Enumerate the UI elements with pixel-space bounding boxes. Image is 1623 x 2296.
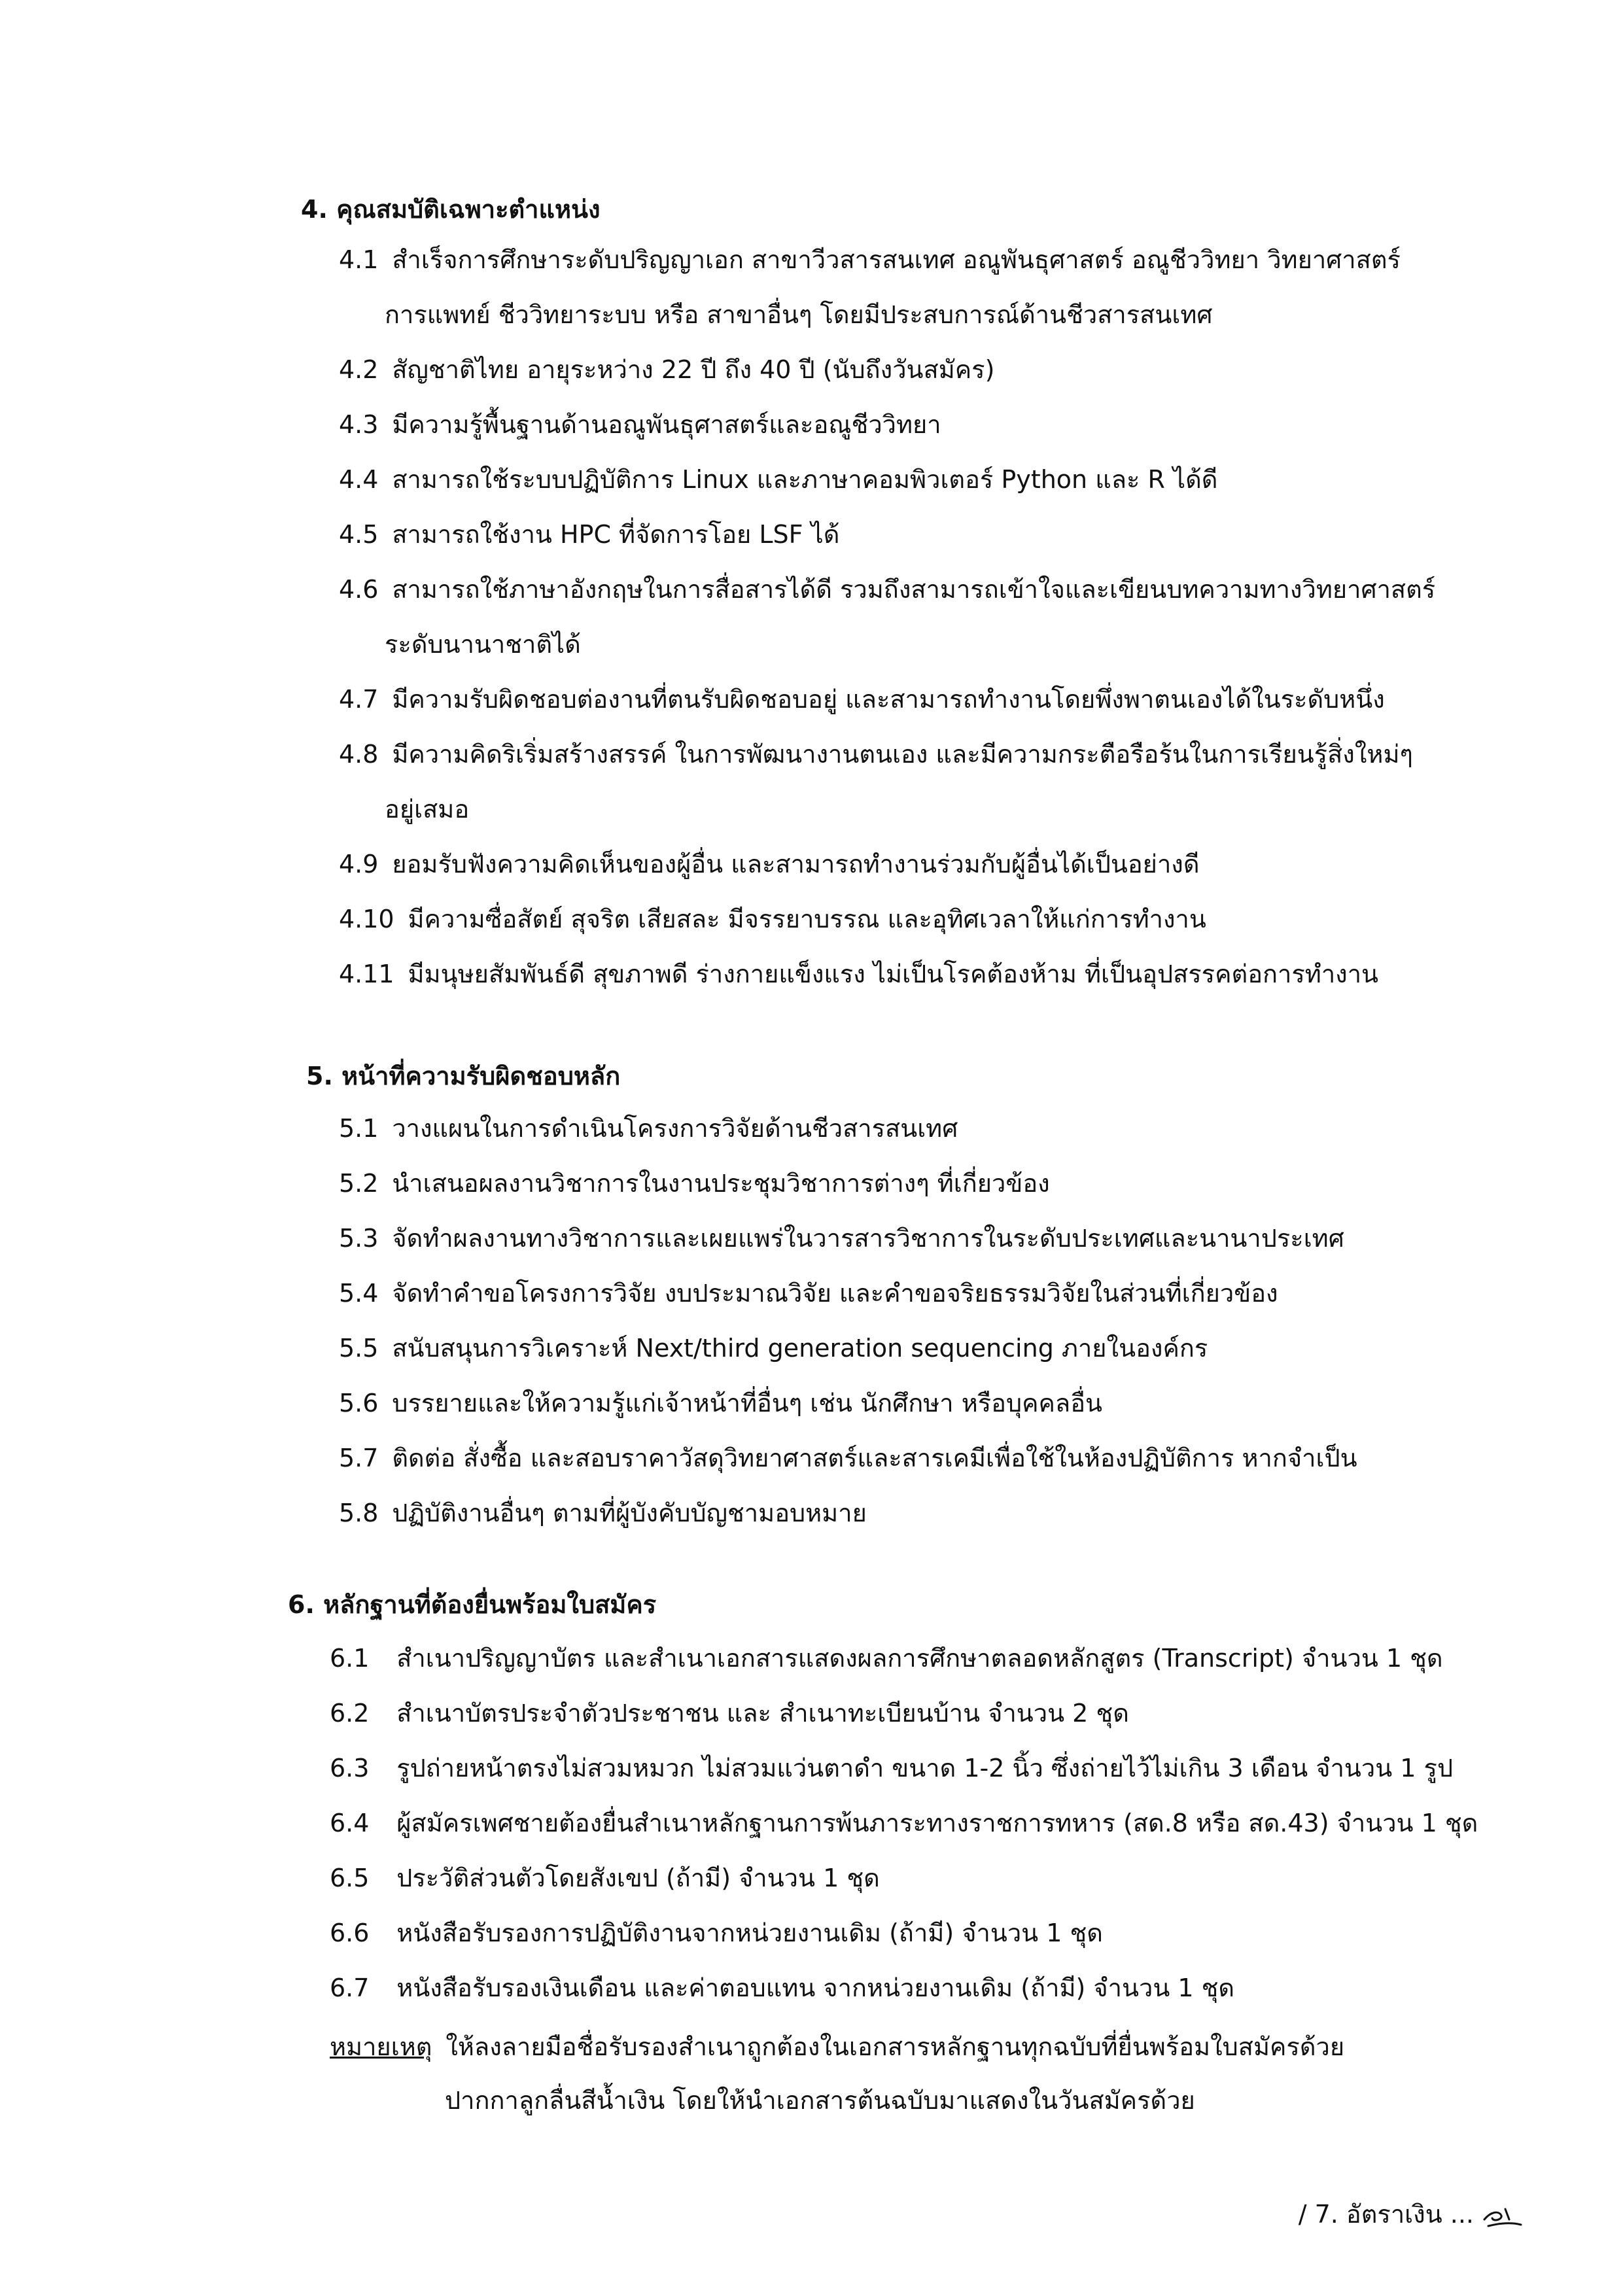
item-number: 4.2 <box>339 355 379 384</box>
note-cont: ปากกาลูกลื่นสีน้ำเงิน โดยให้นำเอกสารต้นฉบับมาแสดงในวันสมัครด้วย <box>445 2086 1195 2115</box>
item-number: 4.8 <box>339 740 379 769</box>
item-text: มีความรับผิดชอบต่องานที่ตนรับผิดชอบอยู่ และสามารถทำงานโดยพึ่งพาตนเองได้ในระดับหนึ่ง <box>392 685 1385 714</box>
item-text: มีมนุษยสัมพันธ์ดี สุขภาพดี ร่างกายแข็งแรง ไม่เป็นโรคต้องห้าม ที่เป็นอุปสรรคต่อการทำงาน <box>408 960 1379 988</box>
item-number: 5.2 <box>339 1169 379 1198</box>
item-text: นำเสนอผลงานวิชาการในงานประชุมวิชาการต่างๆ ที่เกี่ยวข้อง <box>392 1169 1050 1198</box>
item-number: 4.11 <box>339 960 394 988</box>
item-number: 6.2 <box>330 1699 370 1728</box>
item-text: วางแผนในการดำเนินโครงการวิจัยด้านชีวสารสนเทศ <box>392 1114 958 1143</box>
item-text: สำเร็จการศึกษาระดับปริญญาเอก สาขาวีวสารสนเทศ อณูพันธุศาสตร์ อณูชีววิทยา วิทยาศาสตร์ <box>392 245 1401 274</box>
item-text: สัญชาติไทย อายุระหว่าง 22 ปี ถึง 40 ปี (นับถึงวันสมัคร) <box>392 355 995 384</box>
item-4-9 <box>339 848 1200 880</box>
item-4-1-cont: การแพทย์ ชีววิทยาระบบ หรือ สาขาอื่นๆ โดยมีประสบการณ์ด้านชีวสารสนเทศ <box>385 300 1213 329</box>
section-4-heading: 4. คุณสมบัติเฉพาะตำแหน่ง <box>301 195 601 224</box>
item-text: จัดทำผลงานทางวิชาการและเผยแพร่ในวารสารวิชาการในระดับประเทศและนานาประเทศ <box>392 1224 1344 1253</box>
note-text: ให้ลงลายมือชื่อรับรองสำเนาถูกต้องในเอกสารหลักฐานทุกฉบับที่ยื่นพร้อมใบสมัครด้วย <box>445 2032 1345 2061</box>
item-4-6 <box>339 573 1435 606</box>
item-number: 6.5 <box>330 1864 370 1892</box>
item-text: ผู้สมัครเพศชายต้องยื่นสำเนาหลักฐานการพ้นภาระทางราชการทหาร (สด.8 หรือ สด.43) จำนวน 1 ชุด <box>396 1809 1478 1837</box>
item-6-7 <box>330 1972 1234 2004</box>
item-number: 4.10 <box>339 905 394 933</box>
item-number: 6.1 <box>330 1644 370 1673</box>
item-5-7 <box>339 1442 1357 1474</box>
item-5-1 <box>339 1112 958 1145</box>
item-number: 6.4 <box>330 1809 370 1837</box>
item-6-5 <box>330 1862 880 1894</box>
item-6-2 <box>330 1697 1129 1730</box>
item-number: 4.6 <box>339 575 379 604</box>
item-4-8 <box>339 738 1413 771</box>
item-text: สามารถใช้งาน HPC ที่จัดการโอย LSF ได้ <box>392 520 840 549</box>
item-number: 5.3 <box>339 1224 379 1253</box>
item-number: 4.4 <box>339 465 379 494</box>
item-text: หนังสือรับรองการปฏิบัติงานจากหน่วยงานเดิม (ถ้ามี) จำนวน 1 ชุด <box>396 1919 1103 1947</box>
page-footer <box>1299 2198 1525 2233</box>
item-5-3 <box>339 1222 1344 1255</box>
item-4-8-cont: อยู่เสมอ <box>385 795 470 824</box>
item-5-8 <box>339 1497 867 1529</box>
item-4-4 <box>339 463 1217 496</box>
section-5-heading: 5. หน้าที่ความรับผิดชอบหลัก <box>306 1062 621 1090</box>
item-4-2 <box>339 353 994 386</box>
item-number: 4.1 <box>339 245 379 274</box>
item-text: ปฏิบัติงานอื่นๆ ตามที่ผู้บังคับบัญชามอบหมาย <box>392 1499 867 1527</box>
note <box>330 2030 1344 2063</box>
item-number: 6.7 <box>330 1974 370 2002</box>
item-6-4 <box>330 1807 1478 1839</box>
item-6-3 <box>330 1752 1453 1784</box>
item-text: ยอมรับฟังความคิดเห็นของผู้อื่น และสามารถทำงานร่วมกับผู้อื่นได้เป็นอย่างดี <box>392 850 1200 878</box>
item-text: สนับสนุนการวิเคราะห์ Next/third generation sequencing ภายในองค์กร <box>392 1334 1208 1363</box>
item-text: สามารถใช้ระบบปฏิบัติการ Linux และภาษาคอมพิวเตอร์ Python และ R ได้ดี <box>392 465 1218 494</box>
item-4-10 <box>339 903 1206 935</box>
item-number: 5.6 <box>339 1389 379 1418</box>
initial-signature-icon <box>1479 2200 1525 2233</box>
item-text: จัดทำคำขอโครงการวิจัย งบประมาณวิจัย และคำขอจริยธรรมวิจัยในส่วนที่เกี่ยวข้อง <box>392 1279 1278 1308</box>
item-number: 5.5 <box>339 1334 379 1363</box>
item-number: 6.3 <box>330 1754 370 1783</box>
item-4-3 <box>339 408 941 441</box>
item-4-7 <box>339 683 1385 716</box>
item-6-6 <box>330 1917 1103 1949</box>
item-text: สำเนาปริญญาบัตร และสำเนาเอกสารแสดงผลการศึกษาตลอดหลักสูตร (Transcript) จำนวน 1 ชุด <box>396 1644 1443 1673</box>
section-6-heading: 6. หลักฐานที่ต้องยื่นพร้อมใบสมัคร <box>288 1590 657 1619</box>
item-number: 5.7 <box>339 1444 379 1472</box>
item-text: สำเนาบัตรประจำตัวประชาชน และ สำเนาทะเบียนบ้าน จำนวน 2 ชุด <box>396 1699 1129 1728</box>
item-6-1 <box>330 1642 1443 1675</box>
note-label: หมายเหตุ <box>330 2032 432 2061</box>
footer-text: / 7. อัตราเงิน ... <box>1298 2200 1474 2229</box>
item-4-11 <box>339 958 1378 990</box>
item-number: 4.7 <box>339 685 379 714</box>
item-4-1 <box>339 243 1401 276</box>
item-number: 5.8 <box>339 1499 379 1527</box>
item-text: บรรยายและให้ความรู้แก่เจ้าหน้าที่อื่นๆ เช่น นักศึกษา หรือบุคคลอื่น <box>392 1389 1103 1418</box>
item-number: 4.3 <box>339 410 379 439</box>
item-5-4 <box>339 1277 1278 1310</box>
item-text: ติดต่อ สั่งซื้อ และสอบราคาวัสดุวิทยาศาสตร์และสารเคมีเพื่อใช้ในห้องปฏิบัติการ หากจำเป็น <box>392 1444 1357 1472</box>
item-text: หนังสือรับรองเงินเดือน และค่าตอบแทน จากหน่วยงานเดิม (ถ้ามี) จำนวน 1 ชุด <box>396 1974 1235 2002</box>
item-number: 4.9 <box>339 850 379 878</box>
item-5-2 <box>339 1167 1050 1200</box>
item-text: รูปถ่ายหน้าตรงไม่สวมหมวก ไม่สวมแว่นตาดำ ขนาด 1-2 นิ้ว ซึ่งถ่ายไว้ไม่เกิน 3 เดือน จำนวน 1 รูป <box>396 1754 1454 1783</box>
item-number: 4.5 <box>339 520 379 549</box>
item-number: 6.6 <box>330 1919 370 1947</box>
item-text: มีความรู้พื้นฐานด้านอณูพันธุศาสตร์และอณูชีววิทยา <box>392 410 941 439</box>
item-4-5 <box>339 518 839 551</box>
item-5-6 <box>339 1387 1102 1419</box>
item-text: มีความซื่อสัตย์ สุจริต เสียสละ มีจรรยาบรรณ และอุทิศเวลาให้แก่การทำงาน <box>408 905 1206 933</box>
item-number: 5.1 <box>339 1114 379 1143</box>
item-text: ประวัติส่วนตัวโดยสังเขป (ถ้ามี) จำนวน 1 ชุด <box>396 1864 880 1892</box>
item-text: มีความคิดริเริ่มสร้างสรรค์ ในการพัฒนางานตนเอง และมีความกระตือรือร้นในการเรียนรู้สิ่งใหม่ๆ <box>392 740 1413 769</box>
item-number: 5.4 <box>339 1279 379 1308</box>
item-text: สามารถใช้ภาษาอังกฤษในการสื่อสารได้ดี รวมถึงสามารถเข้าใจและเขียนบทความทางวิทยาศาสตร์ <box>392 575 1436 604</box>
item-5-5 <box>339 1332 1208 1365</box>
item-4-6-cont: ระดับนานาชาติได้ <box>385 630 581 659</box>
